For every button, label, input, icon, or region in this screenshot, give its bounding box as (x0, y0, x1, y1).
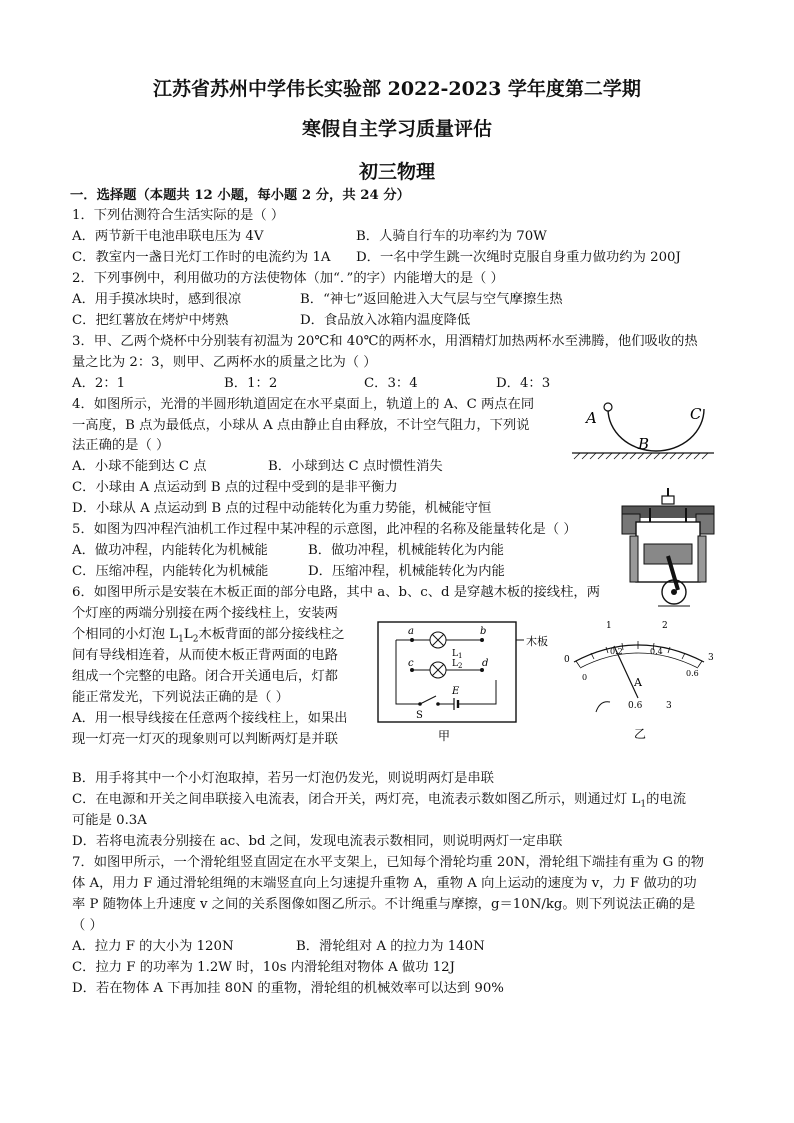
q7-option-c: C．拉力 F 的功率为 1.2W 时，10s 内滑轮组对物体 A 做功 12J (72, 960, 455, 975)
q6-option-c-1 (72, 791, 686, 814)
q3-option-c: C．3：4 (364, 376, 418, 391)
q4-option-b: B．小球到达 C 点时惯性消失 (268, 459, 443, 474)
q7-line-3: 率 P 随物体上升速度 v 之间的关系图像如图乙所示。不计绳重与摩擦，g＝10N/kg。则下列说法正确的是 (72, 897, 696, 912)
scale-top-1: 1 (606, 621, 612, 631)
section-heading: 一．选择题（本题共 12 小题，每小题 2 分，共 24 分） (70, 188, 410, 203)
q4-line-1: 4．如图所示，光滑的半圆形轨道固定在水平桌面上，轨道上的 A、C 两点在同 (72, 397, 535, 412)
ammeter-figure (558, 614, 724, 744)
lamp-l1-label: $L_1$ (452, 649, 463, 660)
q4-option-a: A．小球不能到达 C 点 (72, 459, 207, 474)
q2-option-a: A．用手摸冰块时，感到很凉 (72, 292, 242, 307)
q6-sub-1: 1 (178, 634, 184, 645)
q2-option-c: C．把红薯放在烤炉中烤熟 (72, 313, 229, 328)
q6-c-sub: 1 (640, 799, 647, 810)
q1-option-b: B．人骑自行车的功率约为 70W (356, 229, 547, 244)
switch-label: S (416, 710, 423, 721)
q7-option-a: A．拉力 F 的大小为 120N (72, 939, 234, 954)
terminal-c: c (408, 658, 414, 669)
q7-option-b: B．滑轮组对 A 的拉力为 140N (296, 939, 485, 954)
track-figure (568, 395, 718, 467)
q2-option-b: B．“神七”返回舱进入大气层与空气摩擦生热 (300, 292, 563, 307)
q1-option-c: C．教室内一盏日光灯工作时的电流约为 1A (72, 250, 331, 265)
ammeter-unit: A (634, 676, 642, 689)
ball-icon (604, 403, 612, 411)
label-a: A (586, 409, 597, 427)
q7-option-d: D．若在物体 A 下再加挂 80N 的重物，滑轮组的机械效率可以达到 90% (72, 981, 504, 996)
label-b: B (638, 435, 650, 453)
label-c: C (690, 405, 702, 423)
q5-option-b: B．做功冲程，机械能转化为内能 (308, 543, 504, 558)
wooden-board (378, 622, 516, 722)
q6-option-b: B．用手将其中一个小灯泡取掉，若另一灯泡仍发光，则说明两灯是串联 (72, 771, 494, 786)
q1-option-d: D．一名中学生跳一次绳时克服自身重力做功约为 200J (356, 250, 681, 265)
q6-text: 木板背面的部分接线柱之 (198, 627, 345, 642)
q6-line-1: 6．如图甲所示是安装在木板正面的部分电路，其中 a、b、c、d 是穿越木板的接线柱，两 (72, 585, 600, 600)
q3-option-b: B．1：2 (224, 376, 278, 391)
scale-top-2: 2 (662, 621, 668, 631)
q1-option-a: A．两节新干电池串联电压为 4V (72, 229, 264, 244)
q4-option-c: C．小球由 A 点运动到 B 点的过程中受到的是非平衡力 (72, 480, 398, 495)
q6-line-2: 个灯座的两端分别接在两个接线柱上，安装两 (72, 606, 338, 621)
q6-line-5: 组成一个完整的电路。闭合开关通电后，灯都 (72, 669, 338, 684)
q6-line-6: 能正常发光，下列说法正确的是（ ） (72, 690, 289, 705)
q6-c-text: C．在电源和开关之间串联接入电流表，闭合开关，两灯亮，电流表示数如图乙所示，则通过灯 L (72, 792, 641, 807)
q3-line-1: 3．甲、乙两个烧杯中分别装有初温为 20℃和 40℃的两杯水，用酒精灯加热两杯水至沸腾，他们吸收的热 (72, 334, 698, 349)
q2-option-d: D．食品放入冰箱内温度降低 (300, 313, 471, 328)
q7-line-4: （ ） (72, 918, 103, 933)
exam-title: 江苏省苏州中学伟长实验部 2022-2023 学年度第二学期 (153, 78, 641, 100)
terminal-label-1: 0.6 (628, 701, 643, 711)
scale-bottom-2: 0.4 (650, 647, 663, 656)
terminal-label-2: 3 (666, 701, 672, 711)
q6-option-a-2: 现一灯亮一灯灭的现象则可以判断两灯是并联 (72, 732, 338, 747)
q6-sub-2: 2 (192, 634, 199, 645)
q3-option-d: D．4：3 (496, 376, 551, 391)
lamp-l2-label: $L_2$ (452, 659, 463, 670)
q5-stem: 5．如图为四冲程汽油机工作过程中某冲程的示意图，此冲程的名称及能量转化是（ ） (72, 522, 577, 537)
q1-stem: 1．下列估测符合生活实际的是（ ） (72, 208, 285, 223)
scale-top-3: 3 (708, 653, 714, 663)
battery-label: E (452, 686, 460, 697)
q6-option-a-1: A．用一根导线接在任意两个接线柱上，如果出 (72, 711, 348, 726)
q7-line-1: 7．如图甲所示，一个滑轮组竖直固定在水平支架上，已知每个滑轮均重 20N，滑轮组下端挂有重为 G 的物 (72, 855, 705, 870)
scale-bottom-0: 0 (582, 673, 588, 682)
circuit-figure (372, 620, 562, 744)
figure-jia-caption: 甲 (438, 729, 451, 743)
q6-c-end: 的电流 (646, 792, 687, 807)
subject-title: 初三物理 (358, 161, 435, 183)
q4-option-d: D．小球从 A 点运动到 B 点的过程中动能转化为重力势能，机械能守恒 (72, 501, 492, 516)
terminal-d: d (482, 658, 489, 669)
q4-line-2: 一高度，B 点为最低点，小球从 A 点由静止自由释放，不计空气阻力，下列说 (72, 418, 530, 433)
scale-bottom-3: 0.6 (686, 669, 699, 678)
terminal-minus-icon (596, 702, 610, 712)
scale-bottom-1: 0.2 (610, 647, 623, 656)
board-label: 木板 (526, 635, 548, 648)
terminal-a: a (408, 626, 414, 637)
q6-option-c-2: 可能是 0.3A (72, 813, 147, 828)
q6-line-3 (72, 626, 345, 649)
q6-text: L (183, 627, 193, 642)
q6-text: 个相同的小灯泡 L (72, 627, 179, 642)
q5-option-c: C．压缩冲程，内能转化为机械能 (72, 564, 269, 579)
exam-subtitle: 寒假自主学习质量评估 (301, 118, 492, 140)
scale-top-0: 0 (564, 655, 570, 665)
q6-line-4: 间有导线相连着，从而使木板正背两面的电路 (72, 648, 338, 663)
q5-option-a: A．做功冲程，内能转化为机械能 (72, 543, 268, 558)
q3-line-2: 量之比为 2：3，则甲、乙两杯水的质量之比为（ ） (72, 355, 377, 370)
q6-option-d: D．若将电流表分别接在 ac、bd 之间，发现电流表示数相同，则说明两灯一定串联 (72, 834, 563, 849)
terminal-b: b (480, 626, 487, 637)
q5-option-d: D．压缩冲程，机械能转化为内能 (308, 564, 505, 579)
engine-figure (616, 486, 720, 610)
q4-line-3: 法正确的是（ ） (72, 438, 170, 453)
switch-icon (420, 696, 436, 704)
q7-line-2: 体 A，用力 F 通过滑轮组绳的末端竖直向上匀速提升重物 A，重物 A 向上运动的速度为 v，力 F 做功的功 (72, 876, 697, 891)
q3-option-a: A．2：1 (72, 376, 126, 391)
figure-yi-caption: 乙 (634, 727, 647, 741)
q2-stem: 2．下列事例中，利用做功的方法使物体（加“．”的字）内能增大的是（ ） (72, 271, 504, 286)
